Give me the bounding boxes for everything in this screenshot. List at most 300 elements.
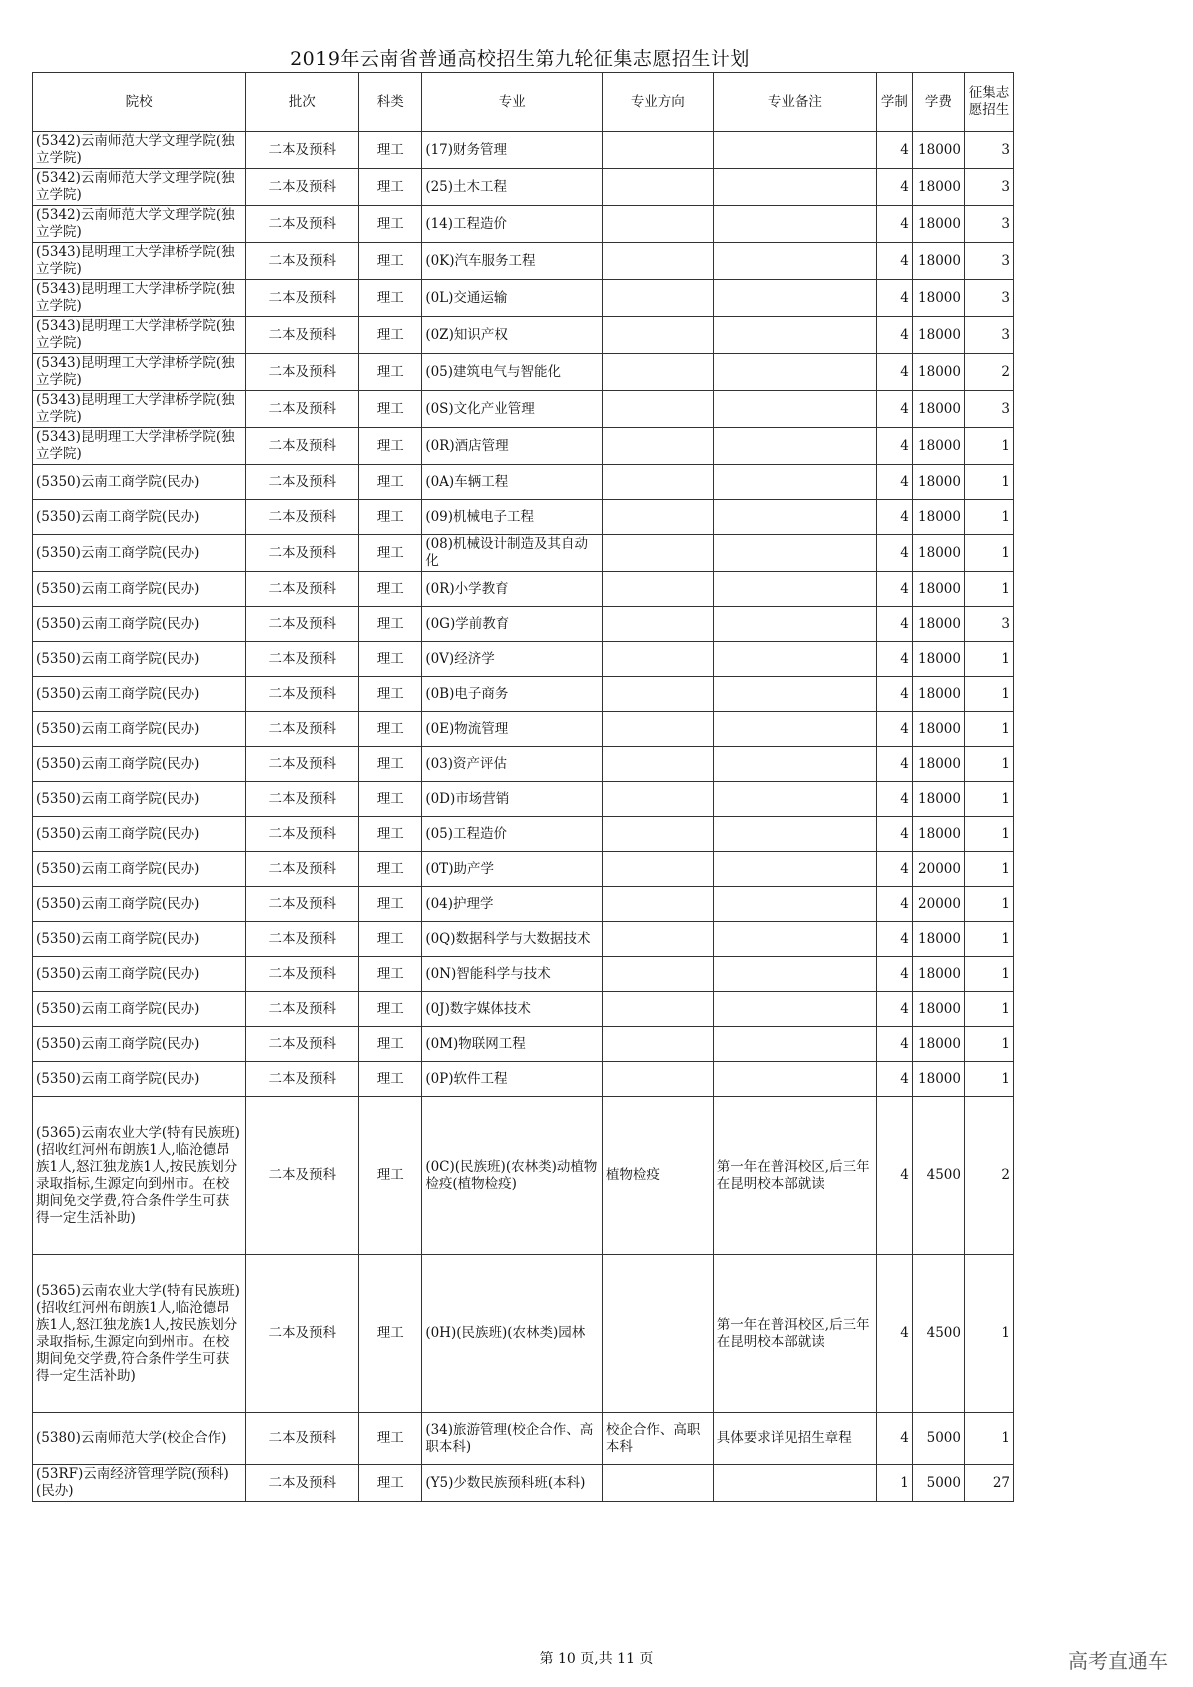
cell-years: 4 — [876, 428, 912, 465]
cell-enrollment: 1 — [964, 1027, 1013, 1062]
cell-fee: 18000 — [912, 1027, 964, 1062]
cell-direction — [602, 782, 713, 817]
cell-batch: 二本及预科 — [246, 782, 359, 817]
cell-school: (5343)昆明理工大学津桥学院(独立学院) — [33, 280, 246, 317]
cell-direction — [602, 1255, 713, 1413]
cell-fee: 18000 — [912, 712, 964, 747]
cell-years: 4 — [876, 354, 912, 391]
cell-note — [713, 132, 876, 169]
cell-batch: 二本及预科 — [246, 169, 359, 206]
cell-major: (0E)物流管理 — [422, 712, 603, 747]
cell-batch: 二本及预科 — [246, 747, 359, 782]
cell-major: (0J)数字媒体技术 — [422, 992, 603, 1027]
cell-category: 理工 — [359, 1413, 422, 1465]
cell-category: 理工 — [359, 642, 422, 677]
cell-fee: 18000 — [912, 782, 964, 817]
cell-note — [713, 1027, 876, 1062]
cell-note — [713, 957, 876, 992]
cell-batch: 二本及预科 — [246, 677, 359, 712]
cell-batch: 二本及预科 — [246, 1413, 359, 1465]
cell-years: 4 — [876, 206, 912, 243]
cell-note — [713, 572, 876, 607]
cell-batch: 二本及预科 — [246, 535, 359, 572]
cell-note — [713, 1062, 876, 1097]
cell-note — [713, 391, 876, 428]
cell-major: (0T)助产学 — [422, 852, 603, 887]
cell-category: 理工 — [359, 317, 422, 354]
table-row — [33, 243, 1014, 280]
table-row — [33, 1465, 1014, 1502]
cell-fee: 18000 — [912, 992, 964, 1027]
table-row — [33, 169, 1014, 206]
cell-school: (5350)云南工商学院(民办) — [33, 957, 246, 992]
cell-years: 4 — [876, 1413, 912, 1465]
cell-school: (5365)云南农业大学(特有民族班)(招收红河州布朗族1人,临沧德昂族1人,怒江独龙族1人,按民族划分录取指标,生源定向到州市。在校期间免交学费,符合条件学生可获得一定生活补助) — [33, 1097, 246, 1255]
cell-fee: 18000 — [912, 132, 964, 169]
cell-direction — [602, 206, 713, 243]
cell-note — [713, 922, 876, 957]
cell-major: (0B)电子商务 — [422, 677, 603, 712]
cell-school: (5343)昆明理工大学津桥学院(独立学院) — [33, 354, 246, 391]
cell-note — [713, 992, 876, 1027]
header-direction: 专业方向 — [602, 73, 713, 132]
cell-direction — [602, 535, 713, 572]
table-row — [33, 642, 1014, 677]
cell-years: 4 — [876, 243, 912, 280]
cell-school: (5350)云南工商学院(民办) — [33, 500, 246, 535]
cell-major: (0N)智能科学与技术 — [422, 957, 603, 992]
cell-category: 理工 — [359, 169, 422, 206]
cell-direction — [602, 852, 713, 887]
cell-years: 4 — [876, 712, 912, 747]
cell-major: (17)财务管理 — [422, 132, 603, 169]
cell-note — [713, 280, 876, 317]
table-row — [33, 391, 1014, 428]
cell-school: (5342)云南师范大学文理学院(独立学院) — [33, 132, 246, 169]
cell-enrollment: 1 — [964, 535, 1013, 572]
cell-years: 4 — [876, 317, 912, 354]
cell-fee: 18000 — [912, 354, 964, 391]
cell-major: (0H)(民族班)(农林类)园林 — [422, 1255, 603, 1413]
cell-fee: 18000 — [912, 280, 964, 317]
table-row — [33, 500, 1014, 535]
cell-fee: 18000 — [912, 922, 964, 957]
cell-years: 4 — [876, 677, 912, 712]
table-row — [33, 1097, 1014, 1255]
cell-direction — [602, 317, 713, 354]
watermark-text: 高考直通车 — [1068, 1649, 1168, 1673]
header-note: 专业备注 — [713, 73, 876, 132]
header-school: 院校 — [33, 73, 246, 132]
cell-years: 4 — [876, 642, 912, 677]
cell-years: 1 — [876, 1465, 912, 1502]
cell-major: (0R)小学教育 — [422, 572, 603, 607]
cell-enrollment: 3 — [964, 391, 1013, 428]
table-row — [33, 572, 1014, 607]
cell-batch: 二本及预科 — [246, 852, 359, 887]
cell-years: 4 — [876, 747, 912, 782]
cell-note — [713, 169, 876, 206]
cell-category: 理工 — [359, 354, 422, 391]
cell-category: 理工 — [359, 1097, 422, 1255]
cell-category: 理工 — [359, 280, 422, 317]
cell-school: (5342)云南师范大学文理学院(独立学院) — [33, 206, 246, 243]
table-row — [33, 206, 1014, 243]
cell-fee: 18000 — [912, 572, 964, 607]
header-years: 学制 — [876, 73, 912, 132]
cell-fee: 20000 — [912, 887, 964, 922]
cell-major: (0V)经济学 — [422, 642, 603, 677]
cell-note — [713, 817, 876, 852]
cell-batch: 二本及预科 — [246, 206, 359, 243]
table-row — [33, 1413, 1014, 1465]
cell-direction — [602, 1027, 713, 1062]
cell-school: (5350)云南工商学院(民办) — [33, 572, 246, 607]
cell-enrollment: 1 — [964, 887, 1013, 922]
cell-category: 理工 — [359, 1027, 422, 1062]
cell-batch: 二本及预科 — [246, 1062, 359, 1097]
table-row — [33, 465, 1014, 500]
cell-school: (5350)云南工商学院(民办) — [33, 922, 246, 957]
cell-enrollment: 1 — [964, 1413, 1013, 1465]
cell-category: 理工 — [359, 391, 422, 428]
cell-category: 理工 — [359, 747, 422, 782]
cell-major: (0L)交通运输 — [422, 280, 603, 317]
cell-note: 第一年在普洱校区,后三年在昆明校本部就读 — [713, 1097, 876, 1255]
cell-fee: 4500 — [912, 1255, 964, 1413]
cell-enrollment: 1 — [964, 1255, 1013, 1413]
cell-major: (0D)市场营销 — [422, 782, 603, 817]
cell-category: 理工 — [359, 500, 422, 535]
cell-batch: 二本及预科 — [246, 922, 359, 957]
cell-category: 理工 — [359, 817, 422, 852]
cell-note — [713, 677, 876, 712]
cell-school: (5350)云南工商学院(民办) — [33, 712, 246, 747]
cell-note — [713, 887, 876, 922]
cell-school: (5342)云南师范大学文理学院(独立学院) — [33, 169, 246, 206]
header-batch: 批次 — [246, 73, 359, 132]
cell-major: (0M)物联网工程 — [422, 1027, 603, 1062]
cell-school: (5365)云南农业大学(特有民族班)(招收红河州布朗族1人,临沧德昂族1人,怒江独龙族1人,按民族划分录取指标,生源定向到州市。在校期间免交学费,符合条件学生可获得一定生活补助) — [33, 1255, 246, 1413]
cell-enrollment: 1 — [964, 782, 1013, 817]
cell-note: 第一年在普洱校区,后三年在昆明校本部就读 — [713, 1255, 876, 1413]
cell-major: (04)护理学 — [422, 887, 603, 922]
cell-major: (34)旅游管理(校企合作、高职本科) — [422, 1413, 603, 1465]
table-row — [33, 677, 1014, 712]
cell-category: 理工 — [359, 712, 422, 747]
cell-batch: 二本及预科 — [246, 132, 359, 169]
cell-fee: 5000 — [912, 1465, 964, 1502]
cell-direction — [602, 465, 713, 500]
cell-years: 4 — [876, 500, 912, 535]
cell-category: 理工 — [359, 852, 422, 887]
cell-direction — [602, 817, 713, 852]
cell-school: (5350)云南工商学院(民办) — [33, 1062, 246, 1097]
cell-school: (5350)云南工商学院(民办) — [33, 677, 246, 712]
cell-school: (5350)云南工商学院(民办) — [33, 465, 246, 500]
cell-batch: 二本及预科 — [246, 391, 359, 428]
table-row — [33, 817, 1014, 852]
cell-direction — [602, 957, 713, 992]
cell-direction — [602, 354, 713, 391]
cell-school: (53RF)云南经济管理学院(预科)(民办) — [33, 1465, 246, 1502]
cell-fee: 18000 — [912, 677, 964, 712]
cell-fee: 5000 — [912, 1413, 964, 1465]
cell-enrollment: 3 — [964, 206, 1013, 243]
cell-fee: 18000 — [912, 243, 964, 280]
cell-category: 理工 — [359, 887, 422, 922]
cell-school: (5350)云南工商学院(民办) — [33, 607, 246, 642]
cell-fee: 18000 — [912, 747, 964, 782]
cell-years: 4 — [876, 535, 912, 572]
cell-enrollment: 1 — [964, 572, 1013, 607]
cell-years: 4 — [876, 1097, 912, 1255]
cell-fee: 18000 — [912, 317, 964, 354]
cell-batch: 二本及预科 — [246, 500, 359, 535]
cell-enrollment: 1 — [964, 957, 1013, 992]
enrollment-plan-table — [32, 72, 1014, 1502]
cell-direction — [602, 132, 713, 169]
table-row — [33, 1255, 1014, 1413]
header-enrollment: 征集志愿招生 — [964, 73, 1013, 132]
cell-major: (08)机械设计制造及其自动化 — [422, 535, 603, 572]
cell-note — [713, 852, 876, 887]
cell-category: 理工 — [359, 607, 422, 642]
cell-major: (0A)车辆工程 — [422, 465, 603, 500]
cell-fee: 18000 — [912, 500, 964, 535]
cell-years: 4 — [876, 607, 912, 642]
table-row — [33, 957, 1014, 992]
cell-school: (5343)昆明理工大学津桥学院(独立学院) — [33, 391, 246, 428]
cell-fee: 20000 — [912, 852, 964, 887]
cell-years: 4 — [876, 1062, 912, 1097]
cell-direction — [602, 992, 713, 1027]
cell-fee: 18000 — [912, 607, 964, 642]
cell-category: 理工 — [359, 535, 422, 572]
cell-category: 理工 — [359, 465, 422, 500]
cell-note: 具体要求详见招生章程 — [713, 1413, 876, 1465]
cell-school: (5380)云南师范大学(校企合作) — [33, 1413, 246, 1465]
cell-major: (0R)酒店管理 — [422, 428, 603, 465]
cell-school: (5350)云南工商学院(民办) — [33, 817, 246, 852]
cell-batch: 二本及预科 — [246, 957, 359, 992]
cell-fee: 18000 — [912, 1062, 964, 1097]
cell-major: (09)机械电子工程 — [422, 500, 603, 535]
cell-enrollment: 1 — [964, 852, 1013, 887]
table-row — [33, 1062, 1014, 1097]
header-category: 科类 — [359, 73, 422, 132]
cell-years: 4 — [876, 132, 912, 169]
cell-enrollment: 1 — [964, 642, 1013, 677]
cell-batch: 二本及预科 — [246, 243, 359, 280]
table-row — [33, 607, 1014, 642]
cell-direction — [602, 169, 713, 206]
cell-years: 4 — [876, 280, 912, 317]
cell-note — [713, 465, 876, 500]
cell-years: 4 — [876, 817, 912, 852]
table-row — [33, 747, 1014, 782]
cell-category: 理工 — [359, 132, 422, 169]
cell-years: 4 — [876, 572, 912, 607]
cell-years: 4 — [876, 922, 912, 957]
cell-major: (05)工程造价 — [422, 817, 603, 852]
table-row — [33, 1027, 1014, 1062]
cell-category: 理工 — [359, 677, 422, 712]
cell-enrollment: 2 — [964, 1097, 1013, 1255]
table-row — [33, 992, 1014, 1027]
cell-major: (0Q)数据科学与大数据技术 — [422, 922, 603, 957]
cell-note — [713, 712, 876, 747]
cell-category: 理工 — [359, 206, 422, 243]
cell-years: 4 — [876, 169, 912, 206]
cell-category: 理工 — [359, 243, 422, 280]
cell-category: 理工 — [359, 1062, 422, 1097]
header-major: 专业 — [422, 73, 603, 132]
cell-school: (5350)云南工商学院(民办) — [33, 887, 246, 922]
cell-enrollment: 27 — [964, 1465, 1013, 1502]
cell-major: (Y5)少数民族预科班(本科) — [422, 1465, 603, 1502]
table-row — [33, 428, 1014, 465]
cell-note — [713, 354, 876, 391]
cell-direction — [602, 1465, 713, 1502]
cell-enrollment: 3 — [964, 243, 1013, 280]
table-row — [33, 887, 1014, 922]
cell-note — [713, 782, 876, 817]
cell-batch: 二本及预科 — [246, 465, 359, 500]
cell-batch: 二本及预科 — [246, 817, 359, 852]
cell-enrollment: 1 — [964, 677, 1013, 712]
cell-enrollment: 1 — [964, 922, 1013, 957]
cell-years: 4 — [876, 391, 912, 428]
cell-batch: 二本及预科 — [246, 992, 359, 1027]
cell-enrollment: 3 — [964, 607, 1013, 642]
cell-batch: 二本及预科 — [246, 1255, 359, 1413]
cell-years: 4 — [876, 957, 912, 992]
cell-batch: 二本及预科 — [246, 280, 359, 317]
cell-enrollment: 1 — [964, 992, 1013, 1027]
cell-direction: 校企合作、高职本科 — [602, 1413, 713, 1465]
cell-school: (5350)云南工商学院(民办) — [33, 642, 246, 677]
cell-major: (25)土木工程 — [422, 169, 603, 206]
cell-note — [713, 642, 876, 677]
page-number: 第 10 页,共 11 页 — [539, 1651, 654, 1667]
table-row — [33, 922, 1014, 957]
cell-category: 理工 — [359, 782, 422, 817]
cell-fee: 18000 — [912, 206, 964, 243]
cell-direction: 植物检疫 — [602, 1097, 713, 1255]
table-row — [33, 354, 1014, 391]
table-row — [33, 782, 1014, 817]
cell-enrollment: 1 — [964, 1062, 1013, 1097]
cell-school: (5343)昆明理工大学津桥学院(独立学院) — [33, 243, 246, 280]
cell-major: (0Z)知识产权 — [422, 317, 603, 354]
cell-enrollment: 3 — [964, 132, 1013, 169]
cell-enrollment: 1 — [964, 428, 1013, 465]
cell-note — [713, 607, 876, 642]
cell-batch: 二本及预科 — [246, 1465, 359, 1502]
cell-enrollment: 1 — [964, 817, 1013, 852]
cell-enrollment: 3 — [964, 169, 1013, 206]
cell-batch: 二本及预科 — [246, 1027, 359, 1062]
table-row — [33, 132, 1014, 169]
cell-school: (5350)云南工商学院(民办) — [33, 747, 246, 782]
cell-enrollment: 1 — [964, 465, 1013, 500]
cell-note — [713, 535, 876, 572]
cell-direction — [602, 428, 713, 465]
cell-major: (03)资产评估 — [422, 747, 603, 782]
cell-category: 理工 — [359, 572, 422, 607]
table-row — [33, 317, 1014, 354]
cell-category: 理工 — [359, 428, 422, 465]
cell-fee: 18000 — [912, 642, 964, 677]
cell-note — [713, 500, 876, 535]
cell-fee: 18000 — [912, 169, 964, 206]
cell-years: 4 — [876, 465, 912, 500]
cell-school: (5343)昆明理工大学津桥学院(独立学院) — [33, 317, 246, 354]
cell-category: 理工 — [359, 1465, 422, 1502]
cell-note — [713, 747, 876, 782]
cell-major: (0G)学前教育 — [422, 607, 603, 642]
cell-batch: 二本及预科 — [246, 887, 359, 922]
cell-batch: 二本及预科 — [246, 317, 359, 354]
table-row — [33, 852, 1014, 887]
cell-note — [713, 1465, 876, 1502]
cell-major: (0P)软件工程 — [422, 1062, 603, 1097]
cell-fee: 18000 — [912, 535, 964, 572]
cell-major: (0C)(民族班)(农林类)动植物检疫(植物检疫) — [422, 1097, 603, 1255]
cell-direction — [602, 280, 713, 317]
cell-batch: 二本及预科 — [246, 354, 359, 391]
cell-note — [713, 428, 876, 465]
cell-direction — [602, 642, 713, 677]
cell-enrollment: 3 — [964, 317, 1013, 354]
cell-direction — [602, 500, 713, 535]
cell-major: (05)建筑电气与智能化 — [422, 354, 603, 391]
cell-enrollment: 1 — [964, 747, 1013, 782]
cell-category: 理工 — [359, 922, 422, 957]
cell-note — [713, 243, 876, 280]
cell-category: 理工 — [359, 992, 422, 1027]
cell-school: (5350)云南工商学院(民办) — [33, 535, 246, 572]
cell-major: (14)工程造价 — [422, 206, 603, 243]
cell-note — [713, 317, 876, 354]
cell-category: 理工 — [359, 957, 422, 992]
cell-enrollment: 2 — [964, 354, 1013, 391]
cell-enrollment: 3 — [964, 280, 1013, 317]
cell-direction — [602, 1062, 713, 1097]
cell-direction — [602, 712, 713, 747]
cell-batch: 二本及预科 — [246, 607, 359, 642]
cell-enrollment: 1 — [964, 500, 1013, 535]
cell-school: (5343)昆明理工大学津桥学院(独立学院) — [33, 428, 246, 465]
cell-school: (5350)云南工商学院(民办) — [33, 852, 246, 887]
cell-years: 4 — [876, 992, 912, 1027]
cell-years: 4 — [876, 1255, 912, 1413]
cell-years: 4 — [876, 852, 912, 887]
page-title: 2019年云南省普通高校招生第九轮征集志愿招生计划 — [290, 48, 750, 70]
cell-major: (0S)文化产业管理 — [422, 391, 603, 428]
cell-direction — [602, 887, 713, 922]
cell-direction — [602, 677, 713, 712]
table-header-row — [33, 73, 1014, 132]
cell-category: 理工 — [359, 1255, 422, 1413]
cell-years: 4 — [876, 1027, 912, 1062]
cell-batch: 二本及预科 — [246, 712, 359, 747]
cell-years: 4 — [876, 887, 912, 922]
cell-fee: 18000 — [912, 817, 964, 852]
cell-major: (0K)汽车服务工程 — [422, 243, 603, 280]
table-row — [33, 535, 1014, 572]
